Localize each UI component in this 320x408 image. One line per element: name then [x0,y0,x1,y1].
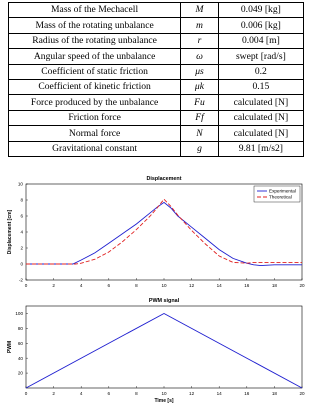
param-value: calculated [N] [218,95,303,110]
x-axis-label: Time [s] [154,398,174,404]
param-value: 9.81 [m/s2] [218,141,303,156]
x-tick-label: 4 [79,283,83,288]
legend-label: Experimental [269,188,296,194]
x-tick-label: 16 [244,283,250,288]
param-symbol: M [181,3,219,18]
param-symbol: g [181,141,219,156]
param-value: 0.049 [kg] [218,3,303,18]
x-tick-label: 2 [52,283,55,288]
param-symbol: r [181,33,219,48]
param-value: 0.006 [kg] [218,18,303,33]
param-symbol: Ff [181,110,219,125]
param-symbol: m [181,18,219,33]
plot-area [26,306,302,388]
param-description: Gravitational constant [9,141,181,156]
x-tick-label: 8 [135,283,138,288]
table-row [9,3,304,18]
param-value: calculated [N] [218,126,303,141]
chart-title: Displacement [146,176,182,182]
x-tick-label: 12 [189,283,195,288]
x-tick-label: 8 [135,391,138,396]
table-row [9,18,304,33]
x-tick-label: 14 [216,391,222,396]
displacement-chart [0,172,312,290]
param-value: 0.004 [m] [218,33,303,48]
x-tick-label: 10 [161,391,167,396]
pwm-chart [0,292,312,406]
y-axis-label: Displacement [cm] [7,209,13,255]
x-tick-label: 4 [79,391,83,396]
param-description: Coefficient of kinetic friction [9,79,181,94]
x-tick-label: 2 [52,391,55,396]
y-tick-label: 80 [17,325,23,331]
y-tick-label: 100 [15,311,23,317]
table-row [9,126,304,141]
param-description: Mass of the Mechacell [9,3,181,18]
x-tick-label: 18 [271,391,277,396]
x-tick-label: 0 [24,391,28,396]
table-row [9,110,304,125]
y-tick-label: -2 [18,277,23,283]
chart-title: PWM signal [148,298,180,304]
x-tick-label: 14 [216,283,222,288]
y-tick-label: 2 [20,245,23,251]
param-description: Mass of the rotating unbalance [9,18,181,33]
x-tick-label: 20 [299,391,305,396]
table-row [9,95,304,110]
pwm-figure [0,292,312,406]
legend-label: Theoretical [269,194,292,200]
y-tick-label: 40 [17,355,23,361]
param-symbol: N [181,126,219,141]
y-tick-label: 0 [20,261,23,267]
table-row [9,49,304,64]
param-description: Force produced by the unbalance [9,95,181,110]
param-symbol: μk [181,79,219,94]
param-description: Angular speed of the unbalance [9,49,181,64]
table-row [9,33,304,48]
y-axis-label: PWM [7,340,13,354]
x-tick-label: 12 [189,391,195,396]
param-description: Coefficient of static friction [9,64,181,79]
parameter-table [8,2,304,157]
y-tick-label: 60 [17,340,23,346]
x-tick-label: 6 [107,283,111,288]
table-row [9,141,304,156]
y-tick-label: 10 [17,181,23,187]
param-symbol: ω [181,49,219,64]
param-value: 0.15 [218,79,303,94]
param-value: swept [rad/s] [218,49,303,64]
param-description: Friction force [9,110,181,125]
param-description: Normal force [9,126,181,141]
displacement-figure [0,172,312,290]
param-symbol: μs [181,64,219,79]
param-description: Radius of the rotating unbalance [9,33,181,48]
y-tick-label: 20 [17,370,23,376]
x-tick-label: 0 [24,283,28,288]
table-row [9,64,304,79]
param-value: calculated [N] [218,110,303,125]
param-value: 0.2 [218,64,303,79]
x-tick-label: 10 [161,283,167,288]
y-tick-label: 4 [20,229,23,235]
x-tick-label: 6 [107,391,111,396]
x-tick-label: 18 [271,283,277,288]
x-tick-label: 20 [299,283,305,288]
y-tick-label: 8 [20,197,23,203]
y-tick-label: 6 [20,213,23,219]
x-tick-label: 16 [244,391,250,396]
table-row [9,79,304,94]
param-symbol: Fu [181,95,219,110]
